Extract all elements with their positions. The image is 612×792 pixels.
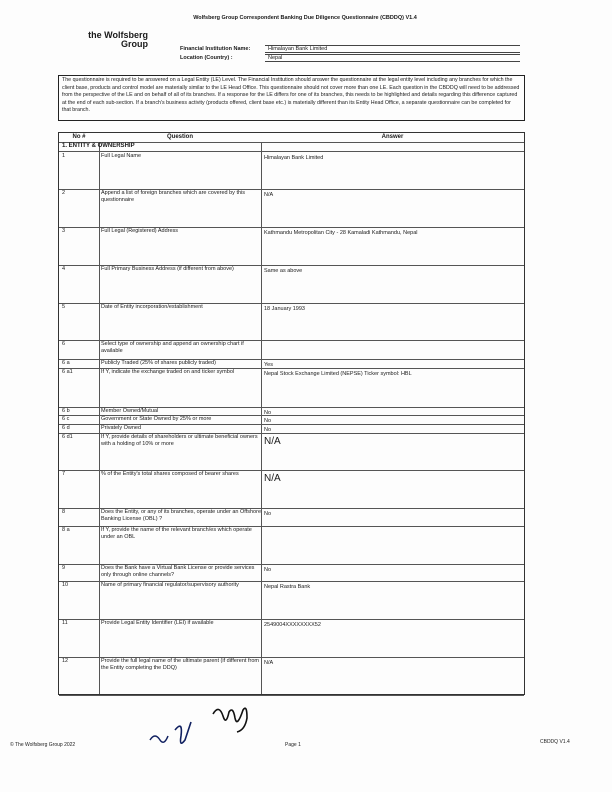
row-number: 12 xyxy=(62,658,69,664)
row-answer: N/A xyxy=(264,473,281,484)
col-question-header: Question xyxy=(166,134,193,140)
row-question: Government or State Owned by 25% or more xyxy=(101,416,212,422)
row-question: Member Owned/Mutual xyxy=(101,408,159,414)
row-number: 6 xyxy=(62,341,66,347)
row-number: 3 xyxy=(62,228,66,234)
row-question: % of the Entity's total shares composed of bearer shares xyxy=(101,471,239,477)
row-number: 1 xyxy=(62,153,66,159)
row-question: Provide Legal Entity Identifier (LEI) if available xyxy=(101,620,214,626)
row-answer: Nepal Rastra Bank xyxy=(264,584,311,590)
row-question: Full Legal Name xyxy=(101,153,142,159)
intro-text: The questionnaire is required to be answered on a Legal Entity (LE) Level. The Financial Institution should answer the questionnaire at the legal entity level including any branches for which the client base, products and control model are materially similar to the LE Head Office. This questionnaire should not cover more than one LE. Each question in the CBDDQ will need to be addressed from the perspective of the LE and on behalf of all of its branches. If a response for the LE differs for one of its branches, this needs to be highlighted and details regarding this difference captured at the end of each sub-section. If a branch's business activity (products offered, client base etc.) is materially different than its Entity Head Office, a separate questionnaire can be completed for that branch. xyxy=(58,75,525,121)
row-answer: 2549004XXXXXXXX52 xyxy=(264,622,321,628)
footer-version: CBDDQ V1.4 xyxy=(540,739,570,745)
row-answer: No xyxy=(264,427,272,433)
row-answer: N/A xyxy=(264,436,281,447)
row-answer: Same as above xyxy=(264,268,303,274)
row-number: 8 a xyxy=(62,527,70,533)
col-no-header: No # xyxy=(72,134,86,140)
footer-copyright: © The Wolfsberg Group 2022 xyxy=(10,742,76,748)
row-number: 10 xyxy=(62,582,69,588)
row-number: 4 xyxy=(62,266,66,272)
row-number: 8 xyxy=(62,509,66,515)
location-label: Location (Country) : xyxy=(180,55,233,61)
row-number: 6 c xyxy=(62,416,70,422)
row-question: Does the Bank have a Virtual Bank License or provide services only through online channels? xyxy=(101,565,255,578)
row-number: 2 xyxy=(62,190,66,196)
document-header: Wolfsberg Group Correspondent Banking Due Diligence Questionnaire (CBDDQ) V1.4 xyxy=(193,15,417,21)
row-question: Append a list of foreign branches which are covered by this questionnaire xyxy=(101,190,245,203)
row-answer: Kathmandu Metropolitan City - 28 Kamaladi Kathmandu, Nepal xyxy=(264,230,418,236)
location-value: Nepal xyxy=(265,54,520,62)
row-question: Privately Owned xyxy=(101,425,142,431)
row-question: Select type of ownership and append an ownership chart if available xyxy=(101,341,244,354)
row-question: If Y, indicate the exchange traded on and ticker symbol xyxy=(101,369,235,375)
row-answer: Himalayan Bank Limited xyxy=(264,155,324,161)
row-number: 6 a1 xyxy=(62,369,73,375)
row-answer: N/A xyxy=(264,192,274,198)
row-question: If Y, provide the name of the relevant branch/es which operate under an OBL xyxy=(101,527,252,540)
footer-page: Page 1 xyxy=(285,742,301,748)
questionnaire-table xyxy=(58,132,525,695)
row-number: 6 b xyxy=(62,408,70,414)
row-answer: Nepal Stock Exchange Limited (NEPSE) Ticker symbol: HBL xyxy=(264,371,412,377)
section-title: 1. ENTITY & OWNERSHIP xyxy=(62,143,135,149)
row-number: 11 xyxy=(62,620,68,626)
row-number: 9 xyxy=(62,565,66,571)
signature-image xyxy=(145,700,275,750)
row-answer: 18 January 1993 xyxy=(264,306,305,312)
wolfsberg-logo: the Wolfsberg Group xyxy=(88,30,148,49)
row-question: If Y, provide details of shareholders or ultimate beneficial owners with a holding of 10% or more xyxy=(101,434,258,447)
fi-name-value: Himalayan Bank Limited xyxy=(265,45,520,53)
row-answer: No xyxy=(264,418,272,424)
row-answer: No xyxy=(264,567,272,573)
row-number: 6 a xyxy=(62,360,70,366)
row-answer: N/A xyxy=(264,660,274,666)
row-question: Name of primary financial regulator/supervisory authority xyxy=(101,582,239,588)
row-answer: No xyxy=(264,511,272,517)
fi-name-label: Financial Institution Name: xyxy=(180,46,251,52)
row-number: 6 d1 xyxy=(62,434,73,440)
row-answer: Yes xyxy=(264,362,273,368)
row-number: 5 xyxy=(62,304,66,310)
row-question: Full Legal (Registered) Address xyxy=(101,228,179,234)
row-question: Provide the full legal name of the ultimate parent (if different from the Entity completing the DDQ) xyxy=(101,658,259,671)
row-number: 6 d xyxy=(62,425,70,431)
row-number: 7 xyxy=(62,471,66,477)
row-question: Does the Entity, or any of its branches, operate under an Offshore Banking License (OBL) ? xyxy=(101,509,261,522)
row-question: Full Primary Business Address (if different from above) xyxy=(101,266,234,272)
row-answer: No xyxy=(264,410,272,416)
row-question: Date of Entity incorporation/establishment xyxy=(101,304,203,310)
col-answer-header: Answer xyxy=(381,134,404,140)
row-question: Publicly Traded (25% of shares publicly traded) xyxy=(101,360,216,366)
